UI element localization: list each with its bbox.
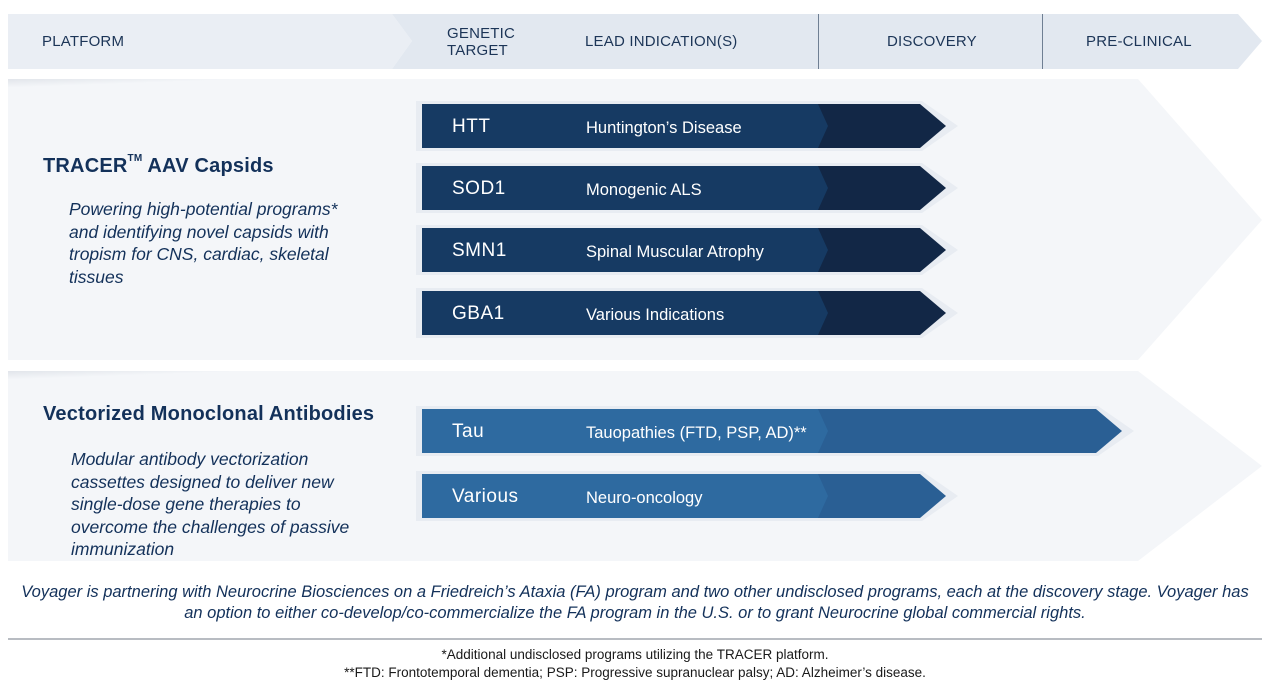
program-indication: Tauopathies (FTD, PSP, AD)** xyxy=(586,424,807,442)
program-target: Tau xyxy=(452,421,485,442)
section-vectorized-description: Modular antibody vectorization cassettes designed to deliver new single-dose gene therapies to overcome the challenges of passive immunization xyxy=(71,449,350,559)
program-progress-arrow xyxy=(816,228,946,272)
program-progress-arrow xyxy=(816,166,946,210)
header-platform: PLATFORM xyxy=(42,33,125,50)
program-target: HTT xyxy=(452,116,491,137)
program-bar-various xyxy=(0,474,1270,522)
program-bar-gba1 xyxy=(0,291,1270,339)
header-discovery: DISCOVERY xyxy=(887,33,977,50)
section-vectorized-title: Vectorized Monoclonal Antibodies xyxy=(43,403,375,425)
program-indication: Various Indications xyxy=(586,306,725,324)
program-progress-arrow xyxy=(816,409,1122,453)
footer-rule xyxy=(8,638,1262,640)
header-genetic-target-line1: GENETIC xyxy=(447,25,516,42)
program-indication: Neuro-oncology xyxy=(586,489,703,507)
program-bar-tau xyxy=(0,409,1270,457)
program-indication: Spinal Muscular Atrophy xyxy=(586,243,764,261)
program-target: SOD1 xyxy=(452,178,506,199)
program-progress-arrow xyxy=(816,474,946,518)
footnote-abbreviations: **FTD: Frontotemporal dementia; PSP: Progressive supranuclear palsy; AD: Alzheimer’s disease. xyxy=(344,665,926,680)
header-preclinical: PRE-CLINICAL xyxy=(1086,33,1192,50)
section-tracer-title-rest: AAV Capsids xyxy=(142,155,274,177)
program-indication: Monogenic ALS xyxy=(586,181,702,199)
program-indication: Huntington’s Disease xyxy=(586,119,742,137)
program-bar-smn1 xyxy=(0,228,1270,276)
program-bar-sod1 xyxy=(0,166,1270,214)
partnership-note: Voyager is partnering with Neurocrine Biosciences on a Friedreich’s Ataxia (FA) program and two other undisclosed programs, each at the discovery stage. Voyager has an option to either co-develop/co-commercialize the FA program in the U.S. or to grant Neurocrine global commercial rights. xyxy=(21,583,1249,622)
section-tracer-title-main: TRACER xyxy=(43,155,128,177)
footnote-tracer: *Additional undisclosed programs utilizing the TRACER platform. xyxy=(441,647,829,662)
program-target: Various xyxy=(452,486,519,507)
program-progress-arrow xyxy=(816,104,946,148)
section-tracer-description: Powering high-potential programs* and identifying novel capsids with tropism for CNS, cardiac, skeletal tissues xyxy=(69,199,338,287)
program-progress-arrow xyxy=(816,291,946,335)
program-bar-htt xyxy=(0,104,1270,152)
header-lead-indication: LEAD INDICATION(S) xyxy=(585,33,738,50)
trademark-mark: TM xyxy=(127,153,143,164)
header-genetic-target-line2: TARGET xyxy=(447,42,508,59)
program-target: GBA1 xyxy=(452,303,505,324)
program-target: SMN1 xyxy=(452,240,507,261)
